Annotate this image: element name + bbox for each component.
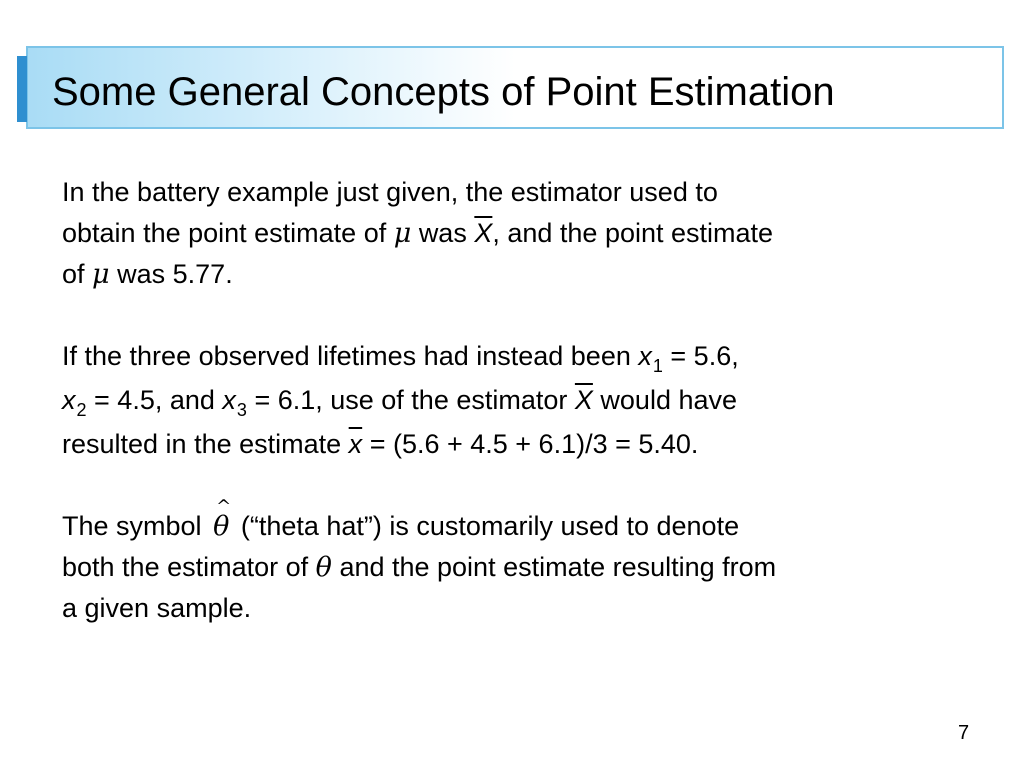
p1-text-e: of	[62, 259, 85, 289]
x-bar-lower-symbol: $\overline{x}$	[348, 429, 363, 459]
slide-body	[62, 172, 982, 670]
p2-text-b: = 5.6,	[670, 341, 739, 371]
p2-text-a: If the three observed lifetimes had instead been	[62, 341, 631, 371]
x-bar-symbol: $\overline{X}$	[474, 218, 493, 248]
x-symbol: x	[62, 385, 76, 415]
p1-text-f: was 5.77.	[117, 259, 233, 289]
p3-text-a: The symbol	[62, 511, 202, 541]
p3-text-b: (“theta hat”) is customarily used to denote	[240, 511, 740, 541]
p1-text-a: In the battery example just given, the estimator used to	[62, 177, 718, 207]
x-symbol: x	[638, 341, 652, 371]
p2-text-d: = 6.1, use of the estimator	[254, 385, 568, 415]
theta-hat-symbol: ^ θ	[213, 506, 229, 547]
page-number: 7	[958, 722, 970, 744]
p2-text-f: resulted in the estimate	[62, 429, 342, 459]
mu-symbol: μ	[393, 218, 412, 249]
paragraph-3	[62, 506, 982, 629]
p2-text-g: = (5.6 + 4.5 + 6.1)/3 = 5.40.	[369, 429, 699, 459]
p1-text-c: was	[418, 218, 467, 248]
p3-text-c: both the estimator of	[62, 552, 309, 582]
p2-text-e: would have	[600, 385, 738, 415]
p2-text-c: = 4.5, and	[94, 385, 215, 415]
title-accent-bar	[17, 56, 27, 122]
subscript-3: 3	[236, 400, 247, 420]
p3-text-e: a given sample.	[62, 593, 252, 623]
mu-symbol: μ	[92, 259, 110, 290]
p1-text-d: , and the point estimate	[492, 218, 774, 248]
theta-symbol: θ	[315, 552, 332, 583]
p1-text-b: obtain the point estimate of	[62, 218, 387, 248]
paragraph-2	[62, 336, 982, 465]
p3-text-d: and the point estimate resulting from	[339, 552, 777, 582]
subscript-2: 2	[76, 400, 87, 420]
x-symbol: x	[222, 385, 236, 415]
paragraph-1	[62, 172, 982, 295]
subscript-1: 1	[652, 356, 663, 376]
x-bar-symbol: $\overline{X}$	[574, 385, 593, 415]
slide-title: Some General Concepts of Point Estimation	[52, 70, 835, 114]
